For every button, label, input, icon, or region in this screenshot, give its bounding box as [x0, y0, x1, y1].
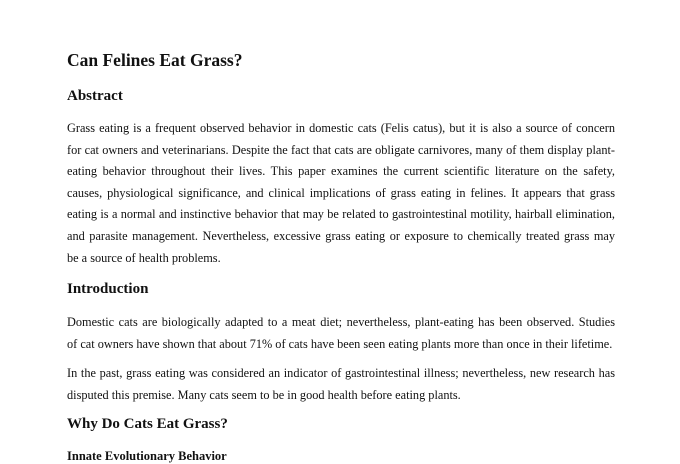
introduction-line: disputed this premise. Many cats seem to be in good health before eating plants. — [67, 387, 461, 402]
abstract-line: and parasite management. Nevertheless, excessive grass eating or exposure to chemically treated grass may — [67, 228, 615, 243]
abstract-heading: Abstract — [67, 88, 123, 104]
introduction-line: of cat owners have shown that about 71% of cats have been seen eating plants more than once in their lifetime. — [67, 336, 613, 351]
abstract-line: causes, physiological significance, and clinical implications of grass eating in felines. It appears that grass — [67, 185, 615, 200]
abstract-line: eating is a normal and instinctive behavior that may be related to gastrointestinal motility, hairball elimination, — [67, 207, 615, 222]
abstract-line: be a source of health problems. — [67, 250, 221, 265]
introduction-paragraph-2 — [67, 363, 615, 406]
abstract-line: for cat owners and veterinarians. Despite the fact that cats are obligate carnivores, many of them display plant- — [67, 142, 615, 157]
why-heading: Why Do Cats Eat Grass? — [67, 416, 228, 432]
abstract-paragraph — [67, 118, 615, 269]
introduction-line: Domestic cats are biologically adapted to a meat diet; nevertheless, plant-eating has been observed. Studies — [67, 315, 615, 329]
abstract-line: Grass eating is a frequent observed behavior in domestic cats (Felis catus), but it is also a source of concern — [67, 121, 615, 135]
introduction-line: In the past, grass eating was considered an indicator of gastrointestinal illness; nevertheless, new research has — [67, 366, 615, 380]
introduction-paragraph-1 — [67, 312, 615, 355]
innate-behavior-subheading: Innate Evolutionary Behavior — [67, 449, 227, 463]
introduction-heading: Introduction — [67, 281, 149, 297]
abstract-line: eating behavior throughout their lives. This paper examines the current scientific literature on the safety, — [67, 164, 615, 179]
paper-title: Can Felines Eat Grass? — [67, 50, 243, 70]
